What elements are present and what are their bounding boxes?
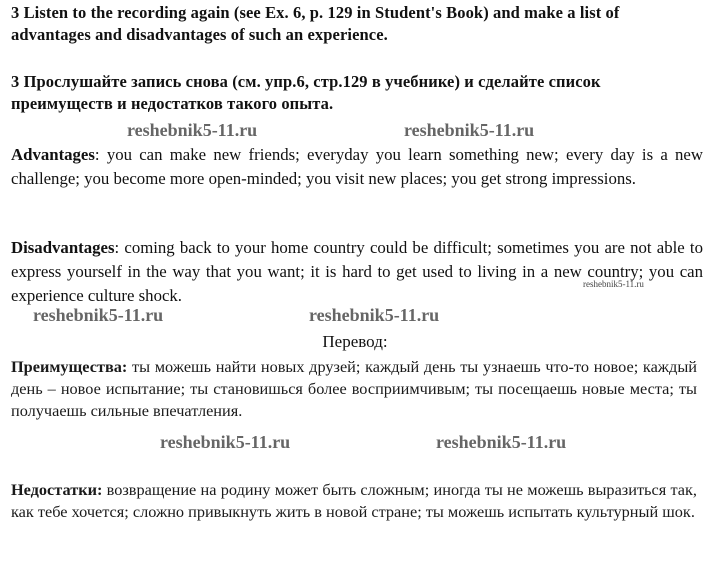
disadvantages-label: Disadvantages	[11, 238, 115, 257]
watermark: reshebnik5-11.ru	[160, 432, 291, 452]
advantages-english	[11, 143, 703, 191]
watermark: reshebnik5-11.ru	[436, 432, 567, 452]
watermark: reshebnik5-11.ru	[127, 120, 258, 140]
disadvantages-label-ru: Недостатки:	[11, 480, 103, 499]
watermark: reshebnik5-11.ru	[309, 305, 440, 325]
advantages-russian	[11, 356, 697, 422]
watermark: reshebnik5-11.ru	[583, 279, 644, 289]
advantages-text: : you can make new friends; everyday you learn something new; every day is a new challenge; you become more open-minded; you visit new places; you get strong impressions.	[11, 145, 703, 188]
disadvantages-russian	[11, 479, 697, 523]
watermark: reshebnik5-11.ru	[33, 305, 164, 325]
advantages-text-ru: ты можешь найти новых друзей; каждый день ты узнаешь что-то новое; каждый день – новое испытание; ты становишься более восприимчивым; ты посещаешь новые места; ты получаешь сильные впечатления.	[11, 357, 697, 420]
disadvantages-english	[11, 236, 703, 308]
advantages-label: Advantages	[11, 145, 95, 164]
task-english: 3 Listen to the recording again (see Ex. 6, p. 129 in Student's Book) and make a list of advantages and disadvantages of such an experience.	[11, 3, 620, 44]
disadvantages-text: : coming back to your home country could be difficult; sometimes you are not able to express yourself in the way that you want; it is hard to get used to living in a new country; you can experience culture shock.	[11, 238, 703, 305]
advantages-label-ru: Преимущества:	[11, 357, 128, 376]
disadvantages-text-ru: возвращение на родину может быть сложным; иногда ты не можешь выразиться так, как тебе хочется; сложно привыкнуть жить в новой стране; ты можешь испытать культурный шок.	[11, 480, 697, 521]
task-russian: 3 Прослушайте запись снова (см. упр.6, стр.129 в учебнике) и сделайте список преимуществ и недостатков такого опыта.	[11, 72, 601, 113]
watermark: reshebnik5-11.ru	[404, 120, 535, 140]
translation-heading: Перевод:	[322, 332, 388, 351]
